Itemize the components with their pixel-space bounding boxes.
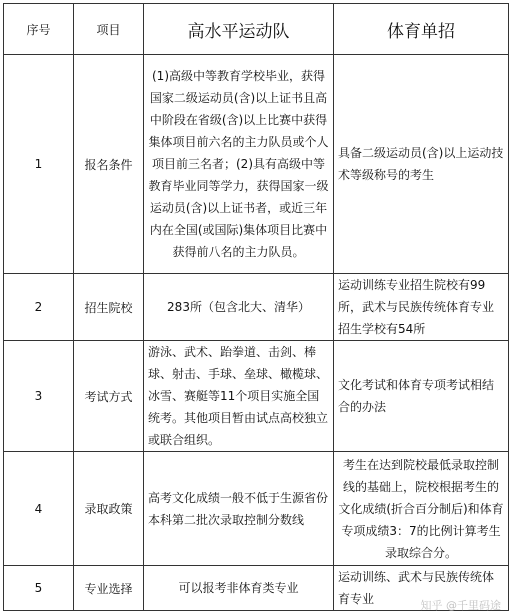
sports-admission-cell: 文化考试和体育专项考试相结合的办法 (334, 341, 509, 452)
row-item: 专业选择 (74, 566, 144, 611)
high-level-team-cell: 高考文化成绩一般不低于生源省份本科第二批次录取控制分数线 (144, 452, 334, 566)
row-item: 录取政策 (74, 452, 144, 566)
high-level-team-cell: 283所（包含北大、清华） (144, 274, 334, 341)
row-item: 报名条件 (74, 55, 144, 274)
sports-admission-cell: 考生在达到院校最低录取控制线的基础上，院校根据考生的文化成绩(折合百分制后)和体育专项成绩3：7的比例计算考生录取综合分。 (334, 452, 509, 566)
row-number: 1 (4, 55, 74, 274)
row-item: 考试方式 (74, 341, 144, 452)
header-item: 项目 (74, 4, 144, 55)
header-index: 序号 (4, 4, 74, 55)
sports-admission-cell: 运动训练、武术与民族传统体育专业 (334, 566, 509, 611)
sports-admission-cell: 具备二级运动员(含)以上运动技术等级称号的考生 (334, 55, 509, 274)
row-item: 招生院校 (74, 274, 144, 341)
high-level-team-cell: 可以报考非体育类专业 (144, 566, 334, 611)
row-number: 5 (4, 566, 74, 611)
comparison-table (3, 3, 509, 611)
table-row (4, 341, 509, 452)
sports-admission-cell: 运动训练专业招生院校有99所，武术与民族传统体育专业招生学校有54所 (334, 274, 509, 341)
row-number: 4 (4, 452, 74, 566)
header-high-level-team: 高水平运动队 (144, 4, 334, 55)
watermark: 知乎 @千里码途 (420, 599, 501, 612)
row-number: 2 (4, 274, 74, 341)
header-sports-admission: 体育单招 (334, 4, 509, 55)
table-row (4, 55, 509, 274)
table-row (4, 274, 509, 341)
header-row (4, 4, 509, 55)
table-row (4, 452, 509, 566)
high-level-team-cell: 游泳、武术、跆拳道、击剑、棒球、射击、手球、垒球、橄榄球、冰雪、赛艇等11个项目实施全国统考。其他项目暂由试点高校独立或联合组织。 (144, 341, 334, 452)
high-level-team-cell: (1)高级中等教育学校毕业，获得国家二级运动员(含)以上证书且高中阶段在省级(含)以上比赛中获得集体项目前六名的主力队员或个人项目前三名者；(2)具有高级中等教育毕业同等学力，获得国家一级运动员(含)以上证书者，或近三年内在全国(或国际)集体项目比赛中获得前八名的主力队员。 (144, 55, 334, 274)
row-number: 3 (4, 341, 74, 452)
